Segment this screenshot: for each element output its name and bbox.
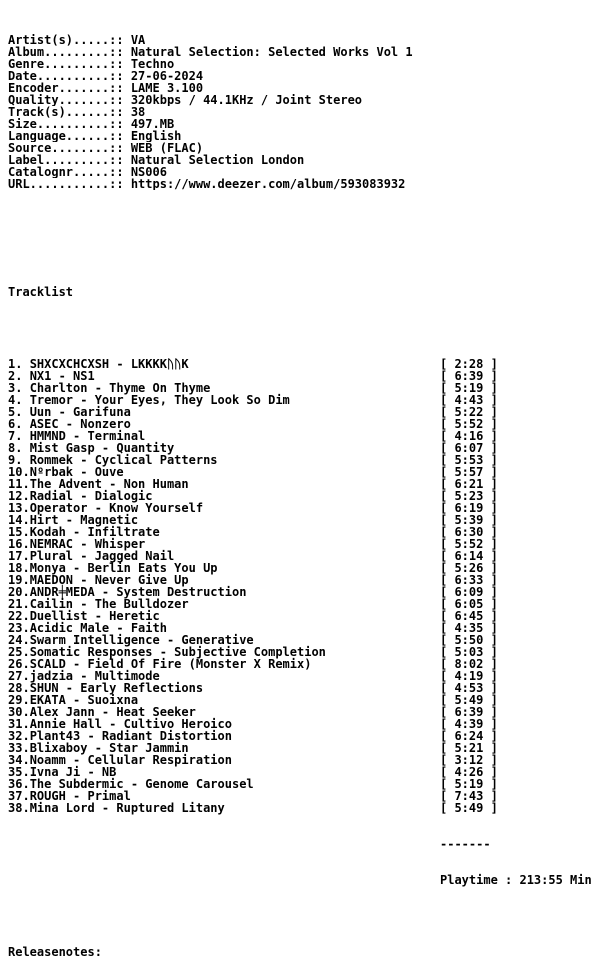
info-value: 27-06-2024 xyxy=(130,70,204,82)
info-value: Natural Selection: Selected Works Vol 1 xyxy=(130,46,413,58)
track-title: The Advent - Non Human xyxy=(29,477,189,491)
track-number: 33. xyxy=(8,741,30,755)
track-duration: [ 5:23 ] xyxy=(440,489,498,503)
track-duration: [ 8:02 ] xyxy=(440,657,498,671)
track-duration: [ 3:12 ] xyxy=(440,753,498,767)
info-label: Size..........:: xyxy=(8,118,131,130)
track-duration: [ 4:53 ] xyxy=(440,681,498,695)
track-number: 13. xyxy=(8,501,30,515)
duration-separator: ------- xyxy=(440,837,491,851)
track-duration: [ 6:14 ] xyxy=(440,549,498,563)
track-number: 3. xyxy=(8,381,30,395)
track-number: 2. xyxy=(8,369,30,383)
track-duration: [ 7:43 ] xyxy=(440,789,498,803)
track-entry xyxy=(8,802,225,814)
track-title: Operator - Know Yourself xyxy=(29,501,204,515)
blank-line xyxy=(8,322,608,334)
track-duration: [ 6:07 ] xyxy=(440,441,498,455)
track-title: Monya - Berlin Eats You Up xyxy=(29,561,218,575)
track-number: 28. xyxy=(8,681,30,695)
info-row xyxy=(8,178,608,190)
info-value: 38 xyxy=(130,106,146,118)
info-label: Language......:: xyxy=(8,130,131,142)
track-title: NEMRAC - Whisper xyxy=(29,537,146,551)
info-row xyxy=(8,82,608,94)
track-duration: [ 6:24 ] xyxy=(440,729,498,743)
track-number: 22. xyxy=(8,609,30,623)
info-value: 497.MB xyxy=(130,118,175,130)
track-duration: [ 6:39 ] xyxy=(440,705,498,719)
track-duration: [ 5:19 ] xyxy=(440,381,498,395)
track-number: 12. xyxy=(8,489,30,503)
track-number: 30. xyxy=(8,705,30,719)
track-number: 26. xyxy=(8,657,30,671)
track-title: Alex Jann - Heat Seeker xyxy=(29,705,196,719)
info-row xyxy=(8,70,608,82)
track-duration: [ 5:57 ] xyxy=(440,465,498,479)
track-title: SHXCXCHCXSH - LKKKKᚢᚢK xyxy=(29,357,189,371)
info-row xyxy=(8,94,608,106)
track-number: 10. xyxy=(8,465,30,479)
track-number: 9. xyxy=(8,453,30,467)
info-row xyxy=(8,118,608,130)
track-duration: [ 4:16 ] xyxy=(440,429,498,443)
track-number: 38. xyxy=(8,801,30,815)
track-title: Tremor - Your Eyes, They Look So Dim xyxy=(29,393,290,407)
track-title: SCALD - Field Of Fire (Monster X Remix) xyxy=(29,657,312,671)
track-number: 4. xyxy=(8,393,30,407)
track-number: 18. xyxy=(8,561,30,575)
track-title: Mina Lord - Ruptured Litany xyxy=(29,801,225,815)
track-title: EKATA - Suoixna xyxy=(29,693,139,707)
track-duration: [ 5:52 ] xyxy=(440,537,498,551)
tracklist-heading: Tracklist xyxy=(8,286,74,298)
track-duration: [ 5:49 ] xyxy=(440,693,498,707)
info-label: Label.........:: xyxy=(8,154,131,166)
info-row xyxy=(8,106,608,118)
track-title: Nºrbak - Ouve xyxy=(29,465,124,479)
track-title: Cailin - The Bulldozer xyxy=(29,597,189,611)
track-duration: [ 4:39 ] xyxy=(440,717,498,731)
info-value: LAME 3.100 xyxy=(130,82,204,94)
info-row xyxy=(8,46,608,58)
track-duration: [ 5:03 ] xyxy=(440,645,498,659)
track-title: Ivna Ji - NB xyxy=(29,765,117,779)
info-label: Source........:: xyxy=(8,142,131,154)
track-number: 23. xyxy=(8,621,30,635)
track-duration: [ 5:39 ] xyxy=(440,513,498,527)
track-number: 37. xyxy=(8,789,30,803)
track-title: jadzia - Multimode xyxy=(29,669,160,683)
track-duration: [ 2:28 ] xyxy=(440,357,498,371)
release-info-block xyxy=(8,34,608,190)
track-title: Hirt - Magnetic xyxy=(29,513,139,527)
track-title: The Subdermic - Genome Carousel xyxy=(29,777,254,791)
track-duration: [ 6:19 ] xyxy=(440,501,498,515)
track-title: Kodah - Infiltrate xyxy=(29,525,160,539)
track-title: Radial - Dialogic xyxy=(29,489,153,503)
track-title: Charlton - Thyme On Thyme xyxy=(29,381,211,395)
track-number: 35. xyxy=(8,765,30,779)
separator-line xyxy=(8,838,608,850)
track-duration: [ 6:05 ] xyxy=(440,597,498,611)
blank-line xyxy=(8,250,608,262)
track-row xyxy=(8,358,608,370)
info-value: NS006 xyxy=(130,166,167,178)
track-number: 15. xyxy=(8,525,30,539)
blank-line xyxy=(8,214,608,226)
track-title: Acidic Male - Faith xyxy=(29,621,167,635)
track-title: Somatic Responses - Subjective Completion xyxy=(29,645,326,659)
track-duration: [ 6:30 ] xyxy=(440,525,498,539)
info-value: https://www.deezer.com/album/593083932 xyxy=(130,178,406,190)
track-number: 31. xyxy=(8,717,30,731)
track-duration: [ 6:21 ] xyxy=(440,477,498,491)
info-value: WEB (FLAC) xyxy=(130,142,204,154)
track-title: SHUN - Early Reflections xyxy=(29,681,204,695)
info-row xyxy=(8,58,608,70)
info-label: Genre.........:: xyxy=(8,58,131,70)
info-value: VA xyxy=(130,34,146,46)
track-number: 27. xyxy=(8,669,30,683)
track-title: Plant43 - Radiant Distortion xyxy=(29,729,232,743)
total-playtime: Playtime : 213:55 Min xyxy=(440,873,592,887)
track-duration: [ 6:09 ] xyxy=(440,585,498,599)
track-duration: [ 4:26 ] xyxy=(440,765,498,779)
track-number: 32. xyxy=(8,729,30,743)
track-duration: [ 5:22 ] xyxy=(440,405,498,419)
track-title: Mist Gasp - Quantity xyxy=(29,441,175,455)
track-duration: [ 4:35 ] xyxy=(440,621,498,635)
info-row xyxy=(8,166,608,178)
track-duration: [ 5:19 ] xyxy=(440,777,498,791)
track-number: 36. xyxy=(8,777,30,791)
track-row xyxy=(8,802,608,814)
track-duration: [ 6:45 ] xyxy=(440,609,498,623)
track-number: 19. xyxy=(8,573,30,587)
track-title: Rommek - Cyclical Patterns xyxy=(29,453,218,467)
track-number: 21. xyxy=(8,597,30,611)
tracklist xyxy=(8,358,608,814)
track-number: 8. xyxy=(8,441,30,455)
track-number: 29. xyxy=(8,693,30,707)
track-title: Uun - Garifuna xyxy=(29,405,131,419)
info-value: English xyxy=(130,130,182,142)
info-value: Natural Selection London xyxy=(130,154,305,166)
track-title: NX1 - NS1 xyxy=(29,369,95,383)
track-duration: [ 6:33 ] xyxy=(440,573,498,587)
track-number: 25. xyxy=(8,645,30,659)
track-number: 5. xyxy=(8,405,30,419)
track-number: 6. xyxy=(8,417,30,431)
info-row xyxy=(8,130,608,142)
track-number: 17. xyxy=(8,549,30,563)
track-duration: [ 5:26 ] xyxy=(440,561,498,575)
releasenotes-label: Releasenotes: xyxy=(8,946,102,958)
track-title: Swarm Intelligence - Generative xyxy=(29,633,254,647)
track-duration: [ 4:19 ] xyxy=(440,669,498,683)
info-value: 320kbps / 44.1KHz / Joint Stereo xyxy=(130,94,363,106)
track-number: 14. xyxy=(8,513,30,527)
track-number: 24. xyxy=(8,633,30,647)
track-title: Duellist - Heretic xyxy=(29,609,160,623)
track-title: HMMND - Terminal xyxy=(29,429,146,443)
info-label: Quality.......:: xyxy=(8,94,131,106)
track-number: 7. xyxy=(8,429,30,443)
info-row xyxy=(8,142,608,154)
blank-line xyxy=(8,910,608,922)
track-duration: [ 6:39 ] xyxy=(440,369,498,383)
info-label: Catalognr.....:: xyxy=(8,166,131,178)
info-row xyxy=(8,154,608,166)
track-title: MAEDON - Never Give Up xyxy=(29,573,189,587)
track-number: 20. xyxy=(8,585,30,599)
info-label: URL...........:: xyxy=(8,178,131,190)
info-row xyxy=(8,34,608,46)
track-title: ROUGH - Primal xyxy=(29,789,131,803)
info-label: Album.........:: xyxy=(8,46,131,58)
playtime-line xyxy=(8,874,608,886)
info-value: Techno xyxy=(130,58,175,70)
info-label: Artist(s).....:: xyxy=(8,34,131,46)
track-title: Annie Hall - Cultivo Heroico xyxy=(29,717,232,731)
track-duration: [ 5:21 ] xyxy=(440,741,498,755)
track-title: ANDR╪MEDA - System Destruction xyxy=(29,585,247,599)
info-label: Date..........:: xyxy=(8,70,131,82)
nfo-document xyxy=(8,10,608,970)
track-number: 1. xyxy=(8,357,30,371)
info-label: Encoder.......:: xyxy=(8,82,131,94)
track-number: 11. xyxy=(8,477,30,491)
track-duration: [ 5:49 ] xyxy=(440,801,498,815)
track-duration: [ 5:52 ] xyxy=(440,417,498,431)
track-title: ASEC - Nonzero xyxy=(29,417,131,431)
track-duration: [ 4:43 ] xyxy=(440,393,498,407)
track-title: Noamm - Cellular Respiration xyxy=(29,753,232,767)
track-duration: [ 5:50 ] xyxy=(440,633,498,647)
track-number: 16. xyxy=(8,537,30,551)
track-number: 34. xyxy=(8,753,30,767)
track-title: Blixaboy - Star Jammin xyxy=(29,741,189,755)
info-label: Track(s)......:: xyxy=(8,106,131,118)
track-duration: [ 5:53 ] xyxy=(440,453,498,467)
track-title: Plural - Jagged Nail xyxy=(29,549,175,563)
